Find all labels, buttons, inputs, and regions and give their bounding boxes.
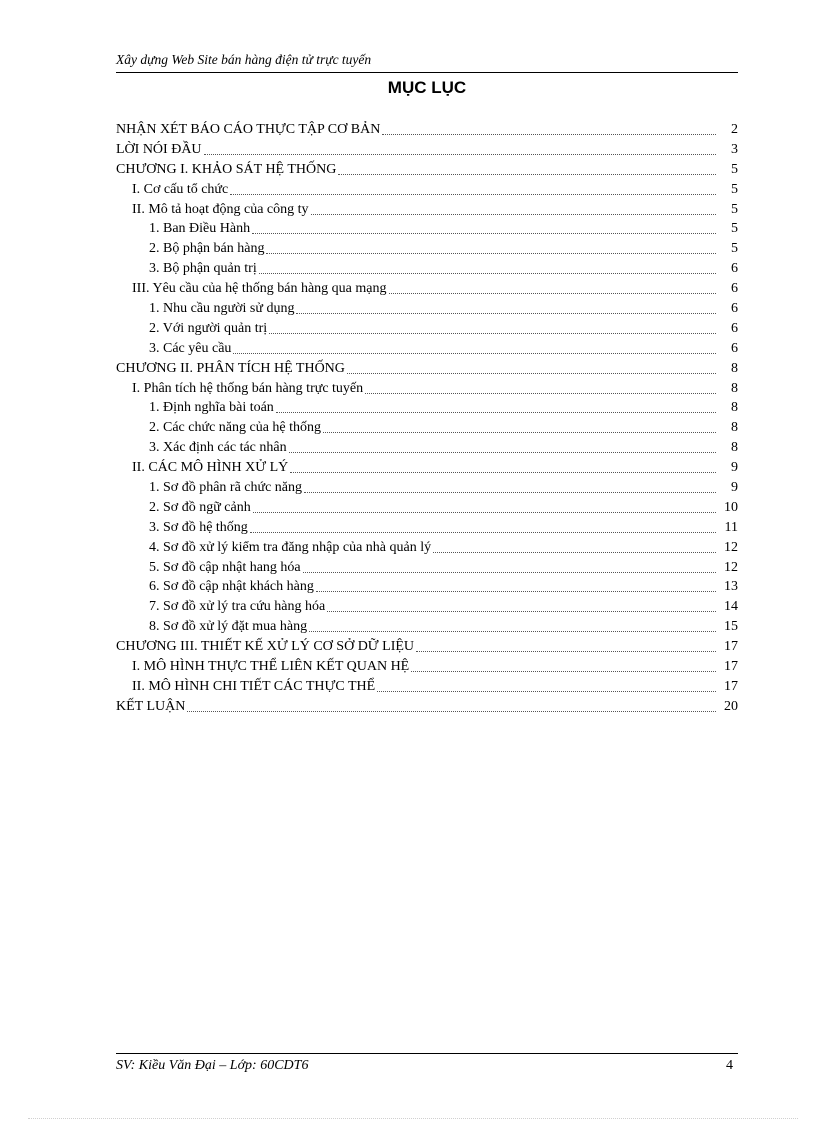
toc-entry[interactable] (116, 677, 738, 697)
toc-entry-page: 5 (731, 241, 738, 257)
toc-entry[interactable] (116, 498, 738, 518)
toc-entry-label: 2. Các chức năng của hệ thống (149, 420, 322, 436)
toc-entry[interactable] (116, 458, 738, 478)
header-text: Xây dựng Web Site bán hàng điện tử trực tuyến (116, 52, 372, 67)
toc-title: MỤC LỤC (387, 78, 467, 97)
toc-entry-label: LỜI NÓI ĐẦU (116, 141, 202, 157)
toc-entry-label: 3. Các yêu cầu (149, 340, 232, 356)
toc-entry-page: 17 (724, 678, 738, 694)
toc-dot-leader (365, 392, 716, 394)
toc-entry[interactable] (116, 617, 738, 637)
toc-dot-leader (276, 411, 716, 413)
toc-entry-page: 13 (724, 579, 738, 595)
toc-entry[interactable] (116, 637, 738, 657)
toc-entry-label: II. MÔ HÌNH CHI TIẾT CÁC THỰC THỂ (132, 678, 376, 694)
toc-entry-label: I. Cơ cấu tổ chức (132, 181, 229, 197)
toc-entry-page: 8 (731, 400, 738, 416)
toc-entry-page: 5 (731, 221, 738, 237)
toc-entry[interactable] (116, 219, 738, 239)
toc-dot-leader (252, 232, 716, 234)
toc-entry[interactable] (116, 379, 738, 399)
toc-entry-label: CHƯƠNG II. PHÂN TÍCH HỆ THỐNG (116, 360, 345, 376)
toc-entry-page: 10 (724, 499, 738, 515)
toc-entry[interactable] (116, 558, 738, 578)
toc-entry-label: CHƯƠNG III. THIẾT KẾ XỬ LÝ CƠ SỞ DỮ LIỆU (116, 639, 415, 655)
toc-entry-page: 15 (724, 619, 738, 635)
toc-entry-label: I. MÔ HÌNH THỰC THỂ LIÊN KẾT QUAN HỆ (132, 659, 410, 675)
toc-entry[interactable] (116, 518, 738, 538)
toc-entry-page: 12 (724, 559, 738, 575)
toc-entry-page: 5 (731, 161, 738, 177)
toc-entry[interactable] (116, 279, 738, 299)
toc-dot-leader (382, 133, 716, 135)
toc-entry-page: 8 (731, 440, 738, 456)
toc-entry-label: 3. Bộ phận quản trị (149, 261, 257, 277)
toc-dot-leader (230, 193, 716, 195)
toc-dot-leader (253, 511, 716, 513)
toc-dot-leader (416, 650, 716, 652)
table-of-contents (116, 120, 738, 717)
toc-dot-leader (389, 292, 717, 294)
toc-entry[interactable] (116, 259, 738, 279)
toc-entry-page: 17 (724, 639, 738, 655)
toc-dot-leader (233, 352, 716, 354)
toc-dot-leader (377, 690, 716, 692)
toc-dot-leader (266, 252, 716, 254)
toc-entry-label: NHẬN XÉT BÁO CÁO THỰC TẬP CƠ BẢN (116, 122, 381, 137)
toc-entry-page: 14 (724, 599, 738, 615)
toc-entry[interactable] (116, 418, 738, 438)
toc-entry[interactable] (116, 478, 738, 498)
toc-entry[interactable] (116, 180, 738, 200)
toc-entry-label: 3. Sơ đồ hệ thống (149, 519, 248, 535)
toc-entry-label: 1. Nhu cầu người sử dụng (149, 301, 295, 317)
toc-entry-label: 1. Sơ đồ phân rã chức năng (149, 480, 303, 496)
toc-dot-leader (433, 551, 716, 553)
toc-entry[interactable] (116, 319, 738, 339)
toc-entry-page: 3 (731, 141, 738, 157)
toc-entry-page: 12 (724, 539, 738, 555)
toc-entry-label: KẾT LUẬN (116, 698, 186, 714)
toc-dot-leader (204, 153, 716, 155)
toc-entry[interactable] (116, 239, 738, 259)
toc-entry-page: 5 (731, 201, 738, 217)
toc-entry-page: 8 (731, 420, 738, 436)
toc-dot-leader (338, 173, 716, 175)
toc-entry-label: II. CÁC MÔ HÌNH XỬ LÝ (132, 460, 289, 476)
toc-dot-leader (309, 630, 716, 632)
toc-entry-page: 6 (731, 340, 738, 356)
toc-dot-leader (316, 590, 716, 592)
toc-entry-label: CHƯƠNG I. KHẢO SÁT HỆ THỐNG (116, 161, 337, 177)
toc-entry-page: 5 (731, 181, 738, 197)
toc-entry-label: 4. Sơ đồ xử lý kiểm tra đăng nhập của nhà quản lý (149, 539, 432, 555)
page-edge (28, 1118, 798, 1119)
toc-entry-page: 8 (731, 360, 738, 376)
toc-dot-leader (250, 531, 716, 533)
toc-entry[interactable] (116, 120, 738, 140)
toc-entry[interactable] (116, 359, 738, 379)
toc-dot-leader (323, 431, 716, 433)
toc-entry-label: 1. Định nghĩa bài toán (149, 400, 274, 416)
toc-dot-leader (290, 471, 716, 473)
toc-entry-label: 3. Xác định các tác nhân (149, 440, 287, 456)
toc-dot-leader (311, 213, 716, 215)
toc-entry-label: 2. Bộ phận bán hàng (149, 241, 265, 257)
toc-entry[interactable] (116, 339, 738, 359)
toc-entry-label: 2. Với người quản trị (149, 320, 268, 336)
toc-entry-label: 5. Sơ đồ cập nhật hang hóa (149, 559, 301, 575)
footer-rule (116, 1053, 738, 1054)
toc-dot-leader (347, 372, 716, 374)
toc-dot-leader (296, 312, 716, 314)
footer-author: SV: Kiều Văn Đại – Lớp: 60CDT6 (116, 1058, 309, 1073)
toc-entry-page: 6 (731, 301, 738, 317)
toc-dot-leader (327, 610, 716, 612)
toc-dot-leader (289, 451, 716, 453)
toc-entry-page: 20 (724, 698, 738, 714)
toc-entry[interactable] (116, 200, 738, 220)
toc-entry-label: III. Yêu cầu của hệ thống bán hàng qua mạng (132, 281, 387, 297)
toc-entry[interactable] (116, 657, 738, 677)
toc-dot-leader (411, 670, 716, 672)
toc-entry[interactable] (116, 398, 738, 418)
toc-entry-page: 2 (731, 122, 738, 137)
toc-entry-label: 7. Sơ đồ xử lý tra cứu hàng hóa (149, 599, 326, 615)
toc-entry[interactable] (116, 577, 738, 597)
toc-entry[interactable] (116, 438, 738, 458)
toc-entry-page: 9 (731, 460, 738, 476)
toc-entry-label: II. Mô tả hoạt động của công ty (132, 201, 309, 217)
header-rule (116, 72, 738, 73)
toc-entry[interactable] (116, 597, 738, 617)
toc-entry-page: 17 (724, 659, 738, 675)
footer-page-number: 4 (726, 1058, 733, 1073)
toc-entry-label: 6. Sơ đồ cập nhật khách hàng (149, 579, 314, 595)
toc-dot-leader (269, 332, 716, 334)
toc-entry[interactable] (116, 160, 738, 180)
toc-entry[interactable] (116, 299, 738, 319)
toc-entry[interactable] (116, 538, 738, 558)
toc-entry-page: 6 (731, 281, 738, 297)
toc-entry-page: 6 (731, 320, 738, 336)
toc-dot-leader (304, 491, 716, 493)
toc-entry-label: 1. Ban Điều Hành (149, 221, 251, 237)
toc-entry-page: 8 (731, 380, 738, 396)
toc-entry[interactable] (116, 697, 738, 717)
toc-entry-label: 2. Sơ đồ ngữ cảnh (149, 499, 251, 515)
toc-entry-page: 6 (731, 261, 738, 277)
toc-entry[interactable] (116, 140, 738, 160)
toc-entry-page: 9 (731, 480, 738, 496)
toc-entry-page: 11 (724, 519, 738, 535)
toc-dot-leader (259, 272, 716, 274)
toc-entry-label: 8. Sơ đồ xử lý đặt mua hàng (149, 619, 308, 635)
toc-dot-leader (187, 710, 716, 712)
toc-dot-leader (303, 571, 716, 573)
toc-entry-label: I. Phân tích hệ thống bán hàng trực tuyến (132, 380, 364, 396)
